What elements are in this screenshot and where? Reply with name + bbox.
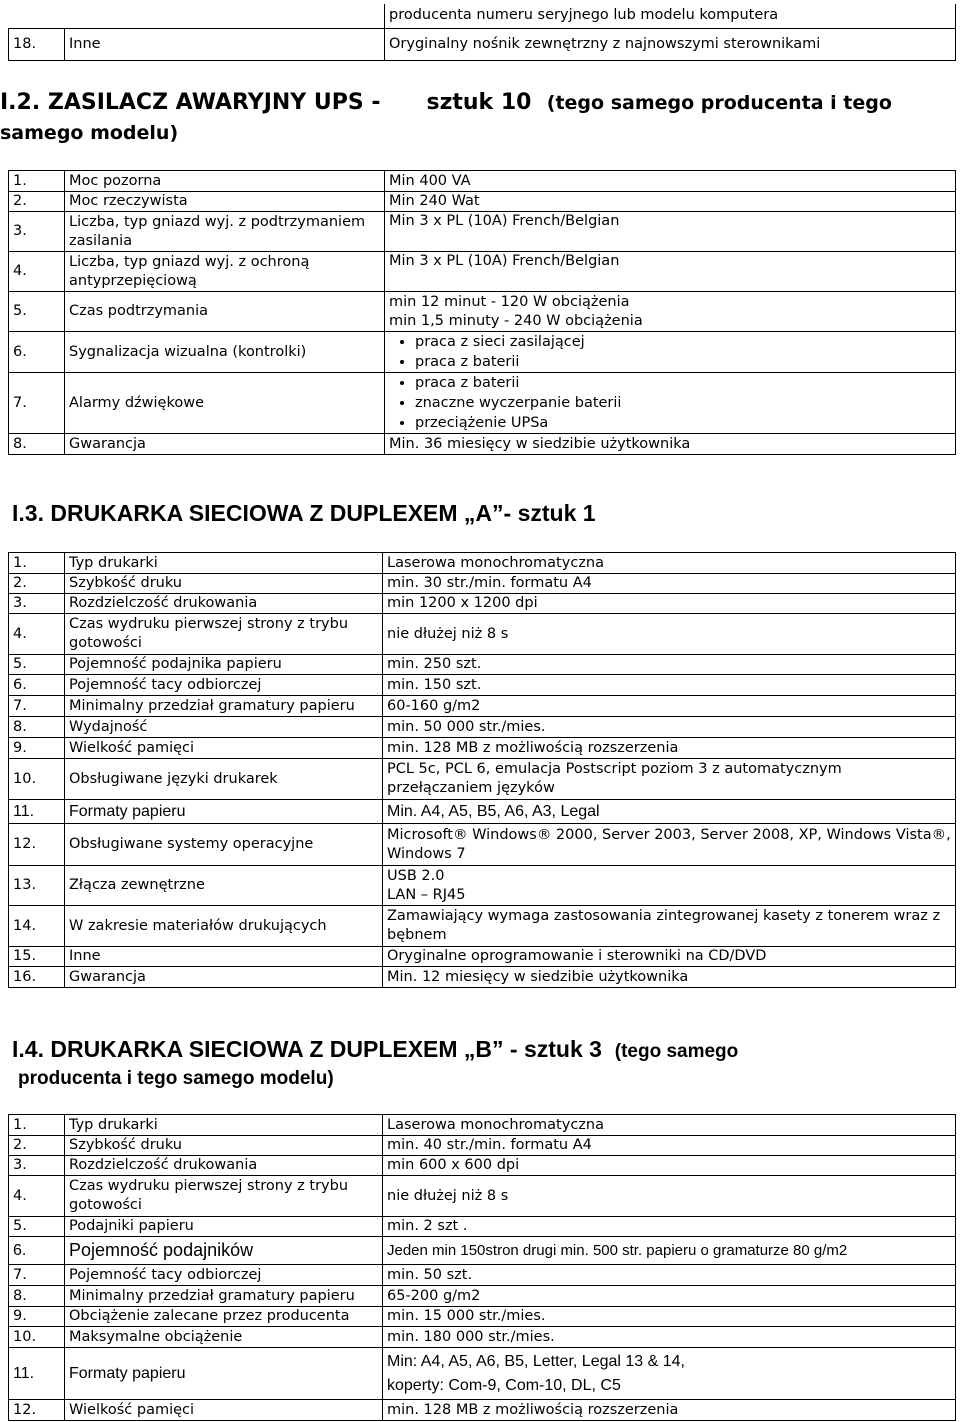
cell-value: Min 3 x PL (10A) French/Belgian [385,252,956,292]
section-title-ups: I.2. ZASILACZ AWARYJNY UPS - sztuk 10 (tego samego producenta i tego [0,90,892,115]
cell-value: min. 128 MB z możliwością rozszerzenia [383,1400,956,1421]
cell-value: Min 240 Wat [385,192,956,212]
cell-value: min. 50 000 str./mies. [383,717,956,738]
cell-label: Gwarancja [65,434,385,455]
cell-value: min. 30 str./min. formatu A4 [383,574,956,594]
cell-label: Szybkość druku [65,574,383,594]
cell-label: Czas wydruku pierwszej strony z trybu gotowości [65,614,383,655]
cell-num: 2. [9,192,65,212]
cell-label: Czas podtrzymania [65,292,385,332]
cell-label: Minimalny przedział gramatury papieru [65,696,383,717]
cell-num: 6. [9,675,65,696]
cell-label: Złącza zewnętrzne [65,866,383,906]
cell-num: 8. [9,1286,65,1307]
cell-num: 13. [9,866,65,906]
cell-value: 65-200 g/m2 [383,1286,956,1307]
cell-num: 1. [9,1115,65,1136]
cell-label: Szybkość druku [65,1136,383,1156]
cell-value: Min: A4, A5, A6, B5, Letter, Legal 13 & 14, koperty: Com-9, Com-10, DL, C5 [383,1348,956,1400]
cell-value: Microsoft® Windows® 2000, Server 2003, Server 2008, XP, Windows Vista®, Windows 7 [383,824,956,866]
cell-value: Laserowa monochromatyczna [383,1115,956,1136]
cell-num: 4. [9,614,65,655]
cell-value: min. 2 szt . [383,1217,956,1237]
list-item: • praca z sieci zasilającej [415,332,951,352]
cell-value: Min 3 x PL (10A) French/Belgian [385,212,956,252]
cell-label: Rozdzielczość drukowania [65,1156,383,1176]
cell-label: Pojemność tacy odbiorczej [65,675,383,696]
cell-num: 9. [9,1307,65,1327]
cell-label: Moc rzeczywista [65,192,385,212]
cell-label: Inne [65,947,383,967]
cell-num: 4. [9,252,65,292]
cell-label: Wielkość pamięci [65,738,383,759]
cell-value: nie dłużej niż 8 s [383,1176,956,1217]
cell-num: 11. [9,1348,65,1400]
cell-value: nie dłużej niż 8 s [383,614,956,655]
cell-num: 5. [9,292,65,332]
cell-num: 11. [9,800,65,824]
cell-label: Formaty papieru [65,1348,383,1400]
cell-num: 5. [9,1217,65,1237]
cell-value: PCL 5c, PCL 6, emulacja Postscript poziom 3 z automatycznym przełączaniem języków [383,759,956,800]
cell-num: 10. [9,759,65,800]
cell-label: Obsługiwane systemy operacyjne [65,824,383,866]
list-item: • przeciążenie UPSa [415,413,951,433]
cell-value: producenta numeru seryjnego lub modelu komputera [385,4,956,28]
cell-label: Minimalny przedział gramatury papieru [65,1286,383,1307]
cell-num: 5. [9,655,65,675]
cell-num: 1. [9,171,65,192]
cell-value: Min 400 VA [385,171,956,192]
cell-num: 3. [9,1156,65,1176]
cell-value: min. 128 MB z możliwością rozszerzenia [383,738,956,759]
cell-num: 15. [9,947,65,967]
spec-table-ups [8,170,956,455]
cell-value [385,332,956,373]
cell-value: Min. 12 miesięcy w siedzibie użytkownika [383,967,956,988]
cell-num: 3. [9,594,65,614]
cell-value: min. 50 szt. [383,1265,956,1286]
cell-value: min. 150 szt. [383,675,956,696]
cell-label: Liczba, typ gniazd wyj. z ochroną antyprzepięciową [65,252,385,292]
cell-num: 7. [9,373,65,434]
cell-label: Inne [65,28,385,60]
cell-value: Oryginalne oprogramowanie i sterowniki na CD/DVD [383,947,956,967]
cell-num: 6. [9,1237,65,1265]
cell-num: 7. [9,1265,65,1286]
section-title-printer-b: I.4. DRUKARKA SIECIOWA Z DUPLEXEM „B” - sztuk 3 (tego samego [12,1036,739,1062]
cell-num: 2. [9,574,65,594]
cell-value: Jeden min 150stron drugi min. 500 str. papieru o gramaturze 80 g/m2 [383,1237,956,1265]
cell-label: Obciążenie zalecane przez producenta [65,1307,383,1327]
cell-num: 1. [9,553,65,574]
cell-label: Alarmy dźwiękowe [65,373,385,434]
section-title-printer-a: I.3. DRUKARKA SIECIOWA Z DUPLEXEM „A”- sztuk 1 [12,500,596,526]
cell-value: min 1200 x 1200 dpi [383,594,956,614]
cell-num: 3. [9,212,65,252]
cell-num: 8. [9,434,65,455]
cell-num: 4. [9,1176,65,1217]
cell-label: Rozdzielczość drukowania [65,594,383,614]
cell-label: Maksymalne obciążenie [65,1327,383,1348]
cell-num: 10. [9,1327,65,1348]
cell-num: 7. [9,696,65,717]
cell-label: Liczba, typ gniazd wyj. z podtrzymaniem zasilania [65,212,385,252]
cell-value: min. 15 000 str./mies. [383,1307,956,1327]
cell-label: Pojemność podajnika papieru [65,655,383,675]
cell-label: Wydajność [65,717,383,738]
cell-value: min. 180 000 str./mies. [383,1327,956,1348]
cell-label: Typ drukarki [65,1115,383,1136]
section-title-ups-cont: samego modelu) [0,122,179,144]
list-item: • praca z baterii [415,373,951,393]
cell-value: Oryginalny nośnik zewnętrzny z najnowszymi sterownikami [385,28,956,60]
cell-num: 16. [9,967,65,988]
cell-label: W zakresie materiałów drukujących [65,906,383,947]
list-item: • znaczne wyczerpanie baterii [415,393,951,413]
cell-label: Podajniki papieru [65,1217,383,1237]
spec-table-printer-b [8,1114,956,1421]
cell-label: Obsługiwane języki drukarek [65,759,383,800]
cell-num: 12. [9,824,65,866]
cell-value: min. 40 str./min. formatu A4 [383,1136,956,1156]
cell-label: Formaty papieru [65,800,383,824]
cell-num: 9. [9,738,65,759]
cell-label: Pojemność tacy odbiorczej [65,1265,383,1286]
cell-value: Laserowa monochromatyczna [383,553,956,574]
spec-table-top [8,4,956,61]
cell-label: Czas wydruku pierwszej strony z trybu gotowości [65,1176,383,1217]
cell-value [385,373,956,434]
section-title-printer-b-cont: producenta i tego samego modelu) [18,1068,334,1089]
cell-label: Wielkość pamięci [65,1400,383,1421]
cell-label: Sygnalizacja wizualna (kontrolki) [65,332,385,373]
cell-label: Gwarancja [65,967,383,988]
list-item: • praca z baterii [415,352,951,372]
cell-num: 6. [9,332,65,373]
cell-label: Pojemność podajników [65,1237,383,1265]
cell-value: USB 2.0 LAN – RJ45 [383,866,956,906]
cell-label: Moc pozorna [65,171,385,192]
spec-table-printer-a [8,552,956,988]
cell-num: 2. [9,1136,65,1156]
cell-value: min 12 minut - 120 W obciążenia min 1,5 minuty - 240 W obciążenia [385,292,956,332]
cell-value: 60-160 g/m2 [383,696,956,717]
cell-value: Zamawiający wymaga zastosowania zintegrowanej kasety z tonerem wraz z bębnem [383,906,956,947]
cell-value: Min. A4, A5, B5, A6, A3, Legal [383,800,956,824]
cell-value: min 600 x 600 dpi [383,1156,956,1176]
cell-label: Typ drukarki [65,553,383,574]
cell-num: 12. [9,1400,65,1421]
cell-num: 8. [9,717,65,738]
cell-num: 14. [9,906,65,947]
cell-num: 18. [9,28,65,60]
cell-value: min. 250 szt. [383,655,956,675]
cell-value: Min. 36 miesięcy w siedzibie użytkownika [385,434,956,455]
